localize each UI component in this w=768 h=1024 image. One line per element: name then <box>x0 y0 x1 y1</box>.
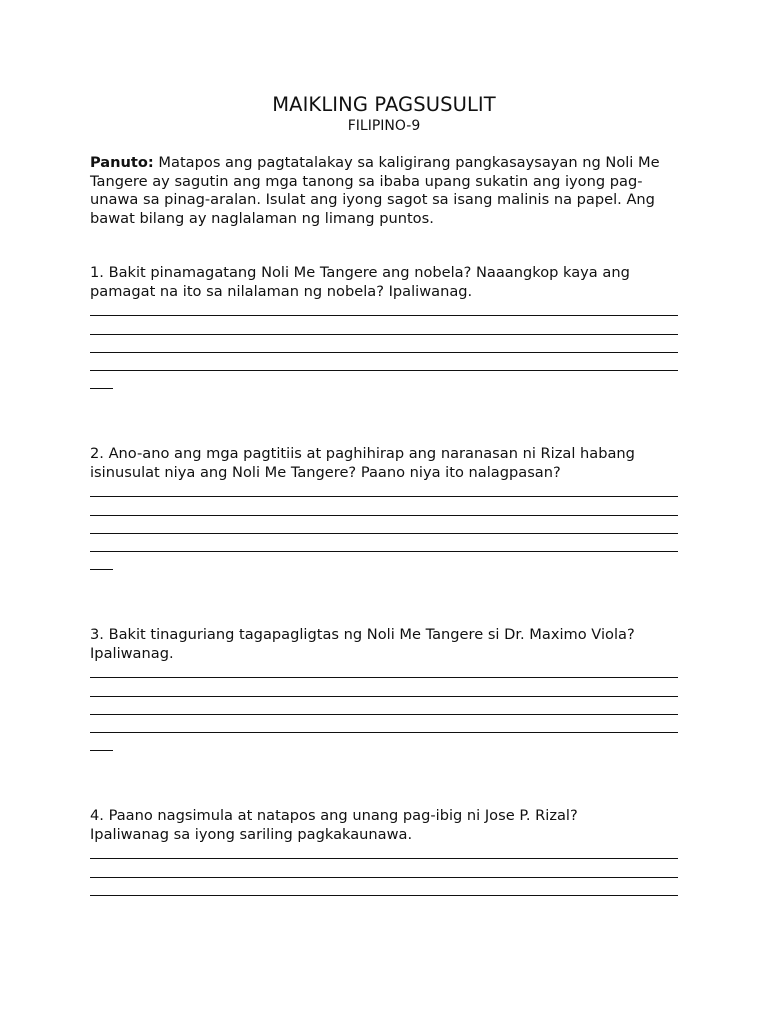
page-title: MAIKLING PAGSUSULIT <box>272 93 496 116</box>
question-1 <box>90 263 690 301</box>
answer-line-end[interactable] <box>90 388 113 389</box>
question-3-line-1: 3. Bakit tinaguriang tagapagligtas ng Noli Me Tangere si Dr. Maximo Viola? <box>90 626 635 643</box>
question-2-line-1: 2. Ano-ano ang mga pagtitiis at paghihirap ang naranasan ni Rizal habang <box>90 445 635 462</box>
answer-line[interactable] <box>90 696 678 697</box>
answer-line[interactable] <box>90 315 678 316</box>
instructions-paragraph <box>90 154 690 228</box>
answer-line[interactable] <box>90 732 678 733</box>
question-3-line-2: Ipaliwanag. <box>90 645 174 662</box>
answer-line[interactable] <box>90 515 678 516</box>
answer-line[interactable] <box>90 334 678 335</box>
answer-line[interactable] <box>90 533 678 534</box>
answer-line[interactable] <box>90 551 678 552</box>
answer-line[interactable] <box>90 352 678 353</box>
answer-line-end[interactable] <box>90 750 113 751</box>
question-4-line-1: 4. Paano nagsimula at natapos ang unang pag-ibig ni Jose P. Rizal? <box>90 807 578 824</box>
question-4-line-2: Ipaliwanag sa iyong sariling pagkakaunawa. <box>90 826 413 843</box>
answer-line-end[interactable] <box>90 569 113 570</box>
question-1-line-1: 1. Bakit pinamagatang Noli Me Tangere ang nobela? Naaangkop kaya ang <box>90 264 630 281</box>
answer-line[interactable] <box>90 677 678 678</box>
answer-line[interactable] <box>90 370 678 371</box>
question-3 <box>90 625 690 663</box>
question-2-line-2: isinusulat niya ang Noli Me Tangere? Paano niya ito nalagpasan? <box>90 464 561 481</box>
question-2 <box>90 444 690 482</box>
question-1-line-2: pamagat na ito sa nilalaman ng nobela? Ipaliwanag. <box>90 283 473 300</box>
answer-line[interactable] <box>90 895 678 896</box>
answer-line[interactable] <box>90 858 678 859</box>
page-subtitle: FILIPINO-9 <box>347 118 421 134</box>
instructions-label: Panuto: <box>90 154 154 171</box>
answer-line[interactable] <box>90 714 678 715</box>
answer-line[interactable] <box>90 496 678 497</box>
instructions-text: Matapos ang pagtatalakay sa kaligirang pangkasaysayan ng Noli Me Tangere ay sagutin ang mga tanong sa ibaba upang sukatin ang iyong pag-unawa sa pinag-aralan. Isulat ang iyong sagot sa isang malinis na papel. Ang bawat bilang ay naglalaman ng limang puntos. <box>90 154 660 227</box>
answer-line[interactable] <box>90 877 678 878</box>
question-4 <box>90 806 690 844</box>
